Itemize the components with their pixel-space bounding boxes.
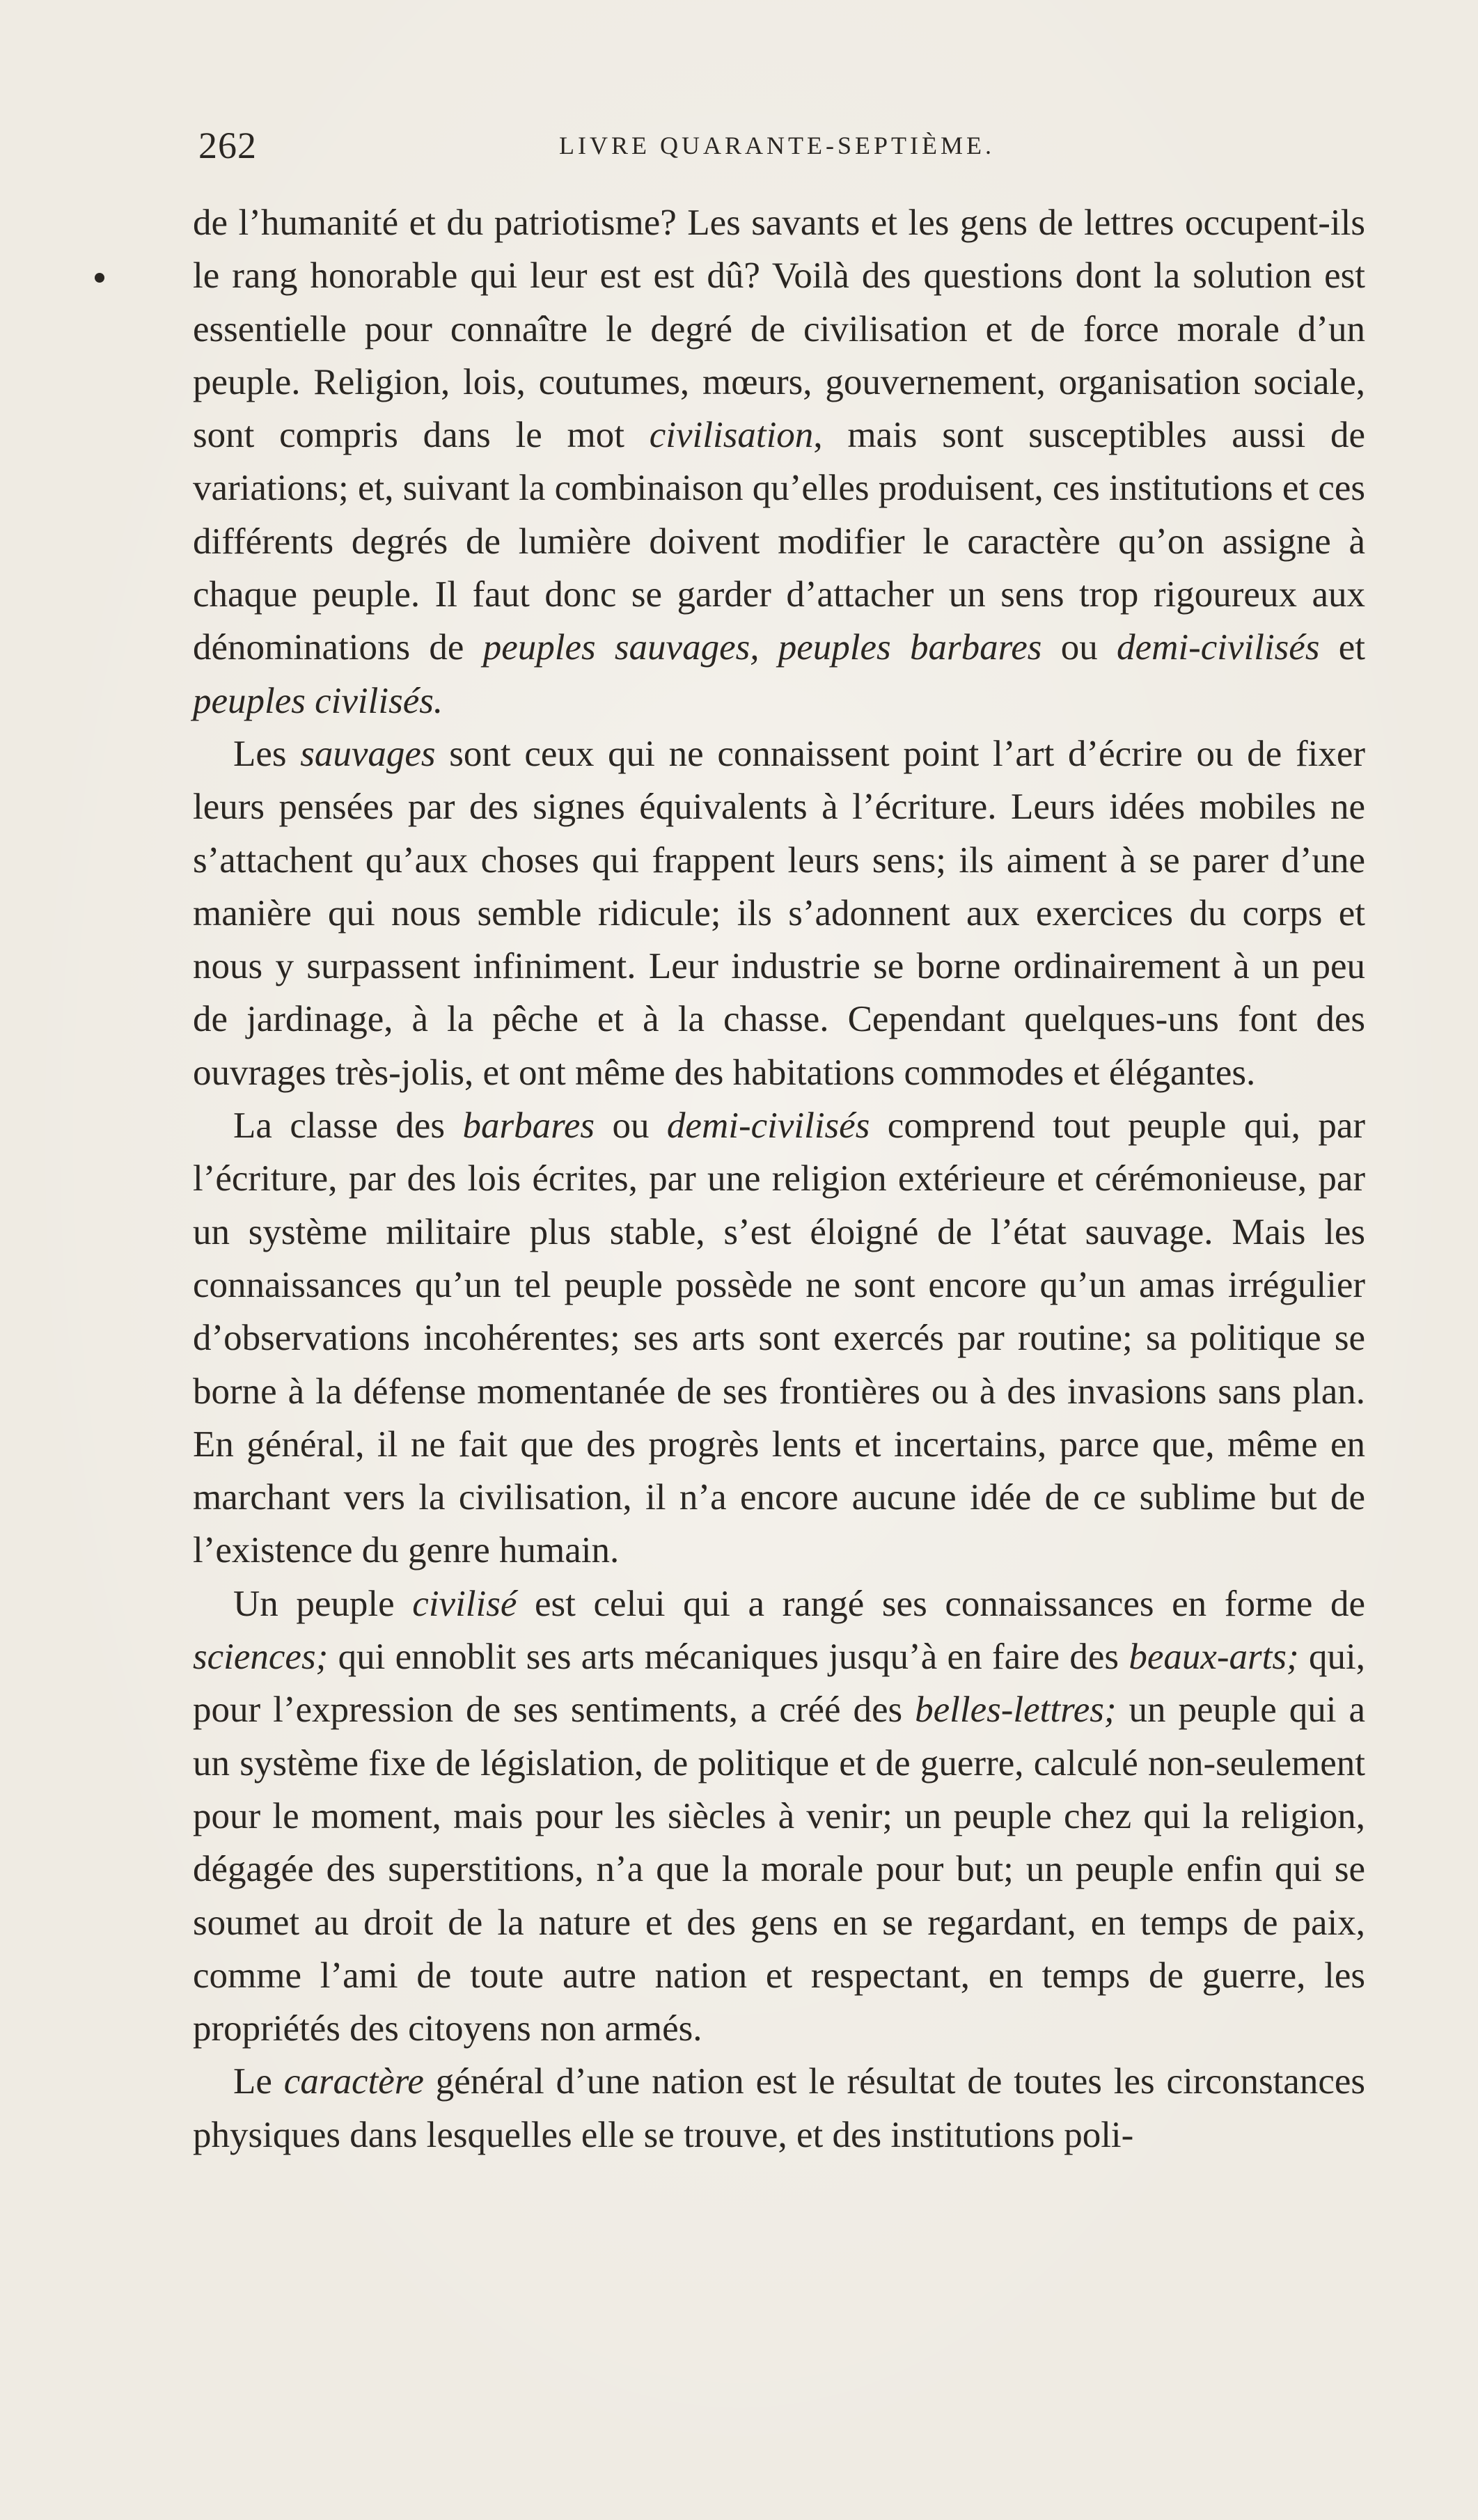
paragraph-1 xyxy=(193,196,1365,727)
italic-term: sauvages xyxy=(300,733,436,774)
body-text xyxy=(193,196,1365,2161)
paragraph-5 xyxy=(193,2055,1365,2161)
running-title: LIVRE QUARANTE-SEPTIÈME. xyxy=(559,132,995,159)
paragraph-text: est celui qui a rangé ses connaissances en forme de xyxy=(517,1583,1365,1624)
italic-term: demi-civilisés xyxy=(1117,627,1320,668)
italic-term: demi-civilisés xyxy=(666,1105,870,1147)
paragraph-text: Un peuple xyxy=(233,1583,413,1624)
italic-term: caractère xyxy=(283,2061,424,2102)
italic-term: barbares xyxy=(462,1105,595,1147)
paragraph-4 xyxy=(193,1577,1365,2056)
paragraph-text: Le xyxy=(233,2061,284,2102)
paragraph-text: qui, pour l’expression de ses sentiments, a créé des xyxy=(193,1637,1365,1731)
paragraph-text: et xyxy=(1319,627,1366,668)
italic-term: peuples sauvages, peuples barbares xyxy=(482,627,1042,668)
margin-mark xyxy=(95,273,104,283)
paragraph-2 xyxy=(193,727,1365,1099)
paragraph-text: de l’humanité et du patriotisme? Les savants et les gens de lettres occupent-ils le rang honorable qui leur est est dû? Voilà des questions dont la solution est essentielle pour connaître le degré de civilisation et de force morale d’un peuple. Religion, lois, coutumes, mœurs, gouvernement, organisation sociale, sont compris dans le mot xyxy=(193,203,1365,456)
paragraph-text: général d’une nation est le résultat de toutes les circonstances physiques dans lesquelles elle se trouve, et des institutions poli- xyxy=(193,2061,1365,2155)
paragraph-text: qui ennoblit ses arts mécaniques jusqu’à en faire des xyxy=(328,1637,1129,1678)
paragraph-text: La classe des xyxy=(233,1105,463,1147)
italic-term: peuples civilisés. xyxy=(193,680,443,721)
paragraph-text: , mais sont susceptibles aussi de variations; et, suivant la combinaison qu’elles produisent, ces institutions et ces différents degrés de lumière doivent modifier le caractère qu’on assigne à chaque peuple. Il faut donc se garder d’attacher un sens trop rigoureux aux dénominations de xyxy=(193,415,1365,668)
paragraph-3 xyxy=(193,1099,1365,1577)
paragraph-text: un peuple qui a un système fixe de législation, de politique et de guerre, calculé non-seulement pour le moment, mais pour les siècles à venir; un peuple chez qui la religion, dégagée des superstitions, n’a que la morale pour but; un peuple enfin qui se soumet au droit de la nature et des gens en se regardant, en temps de paix, comme l’ami de toute autre nation et respectant, en temps de guerre, les propriétés des citoyens non armés. xyxy=(193,1690,1365,2049)
italic-term: civilisation xyxy=(649,415,814,456)
page-header xyxy=(198,124,1355,173)
paragraph-text: Les xyxy=(233,733,301,774)
paragraph-text: comprend tout peuple qui, par l’écriture, par des lois écrites, par une religion extérieure et cérémonieuse, par un système militaire plus stable, s’est éloigné de l’état sauvage. Mais les connaissances qu’un tel peuple possède ne sont encore qu’un amas irrégulier d’observations incohérentes; ses arts sont exercés par routine; sa politique se borne à la défense momentanée de ses frontières ou à des invasions sans plan. En général, il ne fait que des progrès lents et incertains, parce que, même en marchant vers la civilisation, il n’a encore aucune idée de ce sublime but de l’existence du genre humain. xyxy=(193,1105,1365,1571)
paragraph-text: sont ceux qui ne connaissent point l’art d’écrire ou de fixer leurs pensées par des signes équivalents à l’écriture. Leurs idées mobiles ne s’attachent qu’aux choses qui frappent leurs sens; ils aiment à se parer d’une manière qui nous semble ridicule; ils s’adonnent aux exercices du corps et nous y surpassent infiniment. Leur industrie se borne ordinairement à un peu de jardinage, à la pêche et à la chasse. Cependant quelques-uns font des ouvrages très-jolis, et ont même des habitations commodes et élégantes. xyxy=(193,733,1365,1093)
italic-term: belles-lettres; xyxy=(915,1690,1117,1731)
italic-term: civilisé xyxy=(412,1583,517,1624)
italic-term: beaux-arts; xyxy=(1129,1637,1299,1678)
paragraph-text: ou xyxy=(594,1105,667,1147)
paragraph-text: ou xyxy=(1041,627,1117,668)
page-number: 262 xyxy=(198,125,257,166)
italic-term: sciences; xyxy=(193,1637,329,1678)
